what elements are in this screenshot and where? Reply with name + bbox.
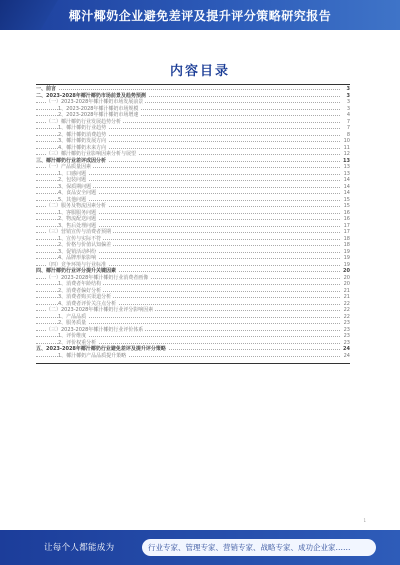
toc-entry-label: 1、消费者年龄结构 bbox=[58, 281, 102, 287]
toc-entry-page: 23 bbox=[340, 327, 350, 334]
report-header bbox=[0, 0, 400, 30]
toc-entry-page: 3 bbox=[340, 93, 350, 100]
toc-entry-page: 20 bbox=[340, 281, 350, 288]
toc-entry-page: 21 bbox=[340, 288, 350, 295]
toc-entry-page: 11 bbox=[340, 145, 350, 152]
toc-entry-page: 3 bbox=[340, 99, 350, 106]
toc-entry-label: 2、包装问题 bbox=[58, 177, 87, 183]
toc-entry-label: 1、2023-2028年椰汁椰奶市场规模 bbox=[58, 105, 139, 112]
toc-entry-page: 12 bbox=[340, 151, 350, 158]
toc-entry-page: 21 bbox=[340, 294, 350, 301]
toc-entry-page: 16 bbox=[340, 216, 350, 223]
footer-roles: 行业专家、管理专家、营销专家、战略专家、成功企业家…… bbox=[148, 543, 351, 552]
toc-entry-label: 2、评价权重分析 bbox=[58, 339, 97, 346]
toc-bottom-rule bbox=[36, 363, 350, 364]
toc-entry-page: 4 bbox=[340, 112, 350, 119]
toc-entry-label: （一）产品质量因素 bbox=[46, 164, 92, 170]
toc-entry-page: 13 bbox=[340, 171, 350, 178]
toc-entry-page: 22 bbox=[340, 301, 350, 308]
toc-entry-page: 23 bbox=[340, 333, 350, 340]
toc-entry-label: 2、2023-2028年椰汁椰奶市场增速 bbox=[58, 112, 139, 118]
toc-entry-page: 16 bbox=[340, 210, 350, 217]
toc-top-rule bbox=[36, 84, 350, 85]
toc-entry-page: 24 bbox=[340, 346, 350, 353]
toc-entry-label: 1、宣传与实际不符 bbox=[58, 235, 102, 242]
toc-entry-label: 3、椰汁椰奶发展方向 bbox=[58, 138, 107, 144]
toc-entry-page: 18 bbox=[340, 236, 350, 243]
toc-heading: 内容目录 bbox=[169, 64, 230, 79]
toc-entry-label: 三、椰汁椰奶行业差评成因分析 bbox=[36, 157, 107, 164]
toc-entry-label: 2、服务质量 bbox=[58, 320, 87, 326]
toc-entry-page: 14 bbox=[340, 190, 350, 197]
toc-entry-label: （一）2023-2028年椰汁椰奶市场发展前景 bbox=[46, 99, 144, 105]
toc-entry-label: （二）2023-2028年椰汁椰奶行业评分影响因素 bbox=[46, 307, 154, 313]
toc-entry-label: （一）2023-2028年椰汁椰奶行业消费者画像 bbox=[46, 274, 149, 281]
toc-leader-dots bbox=[36, 89, 340, 90]
toc-entry-page: 19 bbox=[340, 249, 350, 256]
page-number: 1 bbox=[363, 518, 366, 523]
toc-entry-label: 1、口感问题 bbox=[58, 170, 87, 177]
toc-entry-page: 20 bbox=[340, 275, 350, 282]
toc-entry-label: 四、椰汁椰奶行业评分提升关键因素 bbox=[36, 268, 117, 274]
toc-entry-page: 22 bbox=[340, 307, 350, 314]
toc-entry-label: 2、价格与价值认知偏差 bbox=[58, 242, 112, 248]
toc-entry-page: 22 bbox=[340, 314, 350, 321]
toc-entry-page: 20 bbox=[340, 268, 350, 275]
toc-entry-label: 4、椰汁椰奶未来方向 bbox=[58, 144, 107, 151]
footer-slogan: 让每个人都能成为 bbox=[44, 543, 115, 553]
toc-entry-page: 3 bbox=[340, 86, 350, 93]
toc-entry-label: （三）椰汁椰奶行业影响因素分析与展望 bbox=[46, 151, 137, 157]
toc-entry-page: 7 bbox=[340, 119, 350, 126]
footer-roles-banner bbox=[142, 539, 376, 556]
toc-entry-page: 7 bbox=[340, 125, 350, 132]
toc-entry-label: （二）椰汁椰奶行业发展趋势分析 bbox=[46, 118, 122, 125]
toc-entry-label: 1、产品品质 bbox=[58, 313, 87, 320]
toc-entry-page: 17 bbox=[340, 223, 350, 230]
toc-entry-label: 2、消费者偏好分析 bbox=[58, 287, 102, 294]
toc-entry-label: （四）竞争环境与行业标准 bbox=[46, 261, 107, 268]
toc-entry-label: （三）营销宣传与消费者预期 bbox=[46, 229, 112, 235]
toc-entry-label: （二）服务及物流因素分析 bbox=[46, 203, 107, 209]
toc-entry-label: （三）2023-2028年椰汁椰奶行业评价体系 bbox=[46, 326, 144, 333]
toc-entry-page: 17 bbox=[340, 229, 350, 236]
toc-entry-page: 24 bbox=[340, 353, 350, 360]
toc-entry-label: 3、消费者购买渠道分析 bbox=[58, 294, 112, 300]
toc-entry-page: 14 bbox=[340, 184, 350, 191]
toc-entry-page: 10 bbox=[340, 138, 350, 145]
toc-entry-label: 五、2023-2028年椰汁椰奶行业避免差评及提升评分策略 bbox=[36, 346, 166, 352]
toc-entry-page: 23 bbox=[340, 320, 350, 327]
toc-entry-page: 13 bbox=[340, 158, 350, 165]
toc-entry[interactable] bbox=[36, 353, 350, 360]
toc-entry-page: 14 bbox=[340, 177, 350, 184]
toc-entry-label: 1、椰汁椰奶产品品质提升策略 bbox=[58, 352, 127, 359]
toc-entry-label: 1、客服服务问题 bbox=[58, 209, 97, 216]
toc-entry-label: 4、品牌形象影响 bbox=[58, 255, 97, 261]
toc-entry-label: 2、椰汁椰奶消费趋势 bbox=[58, 131, 107, 138]
toc-entry-label: 二、2023-2028年椰汁椰奶市场前景及趋势预测 bbox=[36, 92, 146, 99]
toc-entry-label: 1、椰汁椰奶行业趋势 bbox=[58, 125, 107, 131]
toc-entry-page: 23 bbox=[340, 340, 350, 347]
report-title: 椰汁椰奶企业避免差评及提升评分策略研究报告 bbox=[68, 9, 332, 23]
toc-entry-label: 4、食品安全问题 bbox=[58, 190, 97, 196]
toc-entry-label: 1、评价维度 bbox=[58, 333, 87, 339]
toc-entry-page: 15 bbox=[340, 203, 350, 210]
toc-entry-page: 19 bbox=[340, 262, 350, 269]
toc-entry-label: 5、其他问题 bbox=[58, 196, 87, 203]
toc-entry-label: 4、消费者评价关注点分析 bbox=[58, 300, 117, 307]
toc-entry-page: 8 bbox=[340, 132, 350, 139]
toc-entry-page: 3 bbox=[340, 106, 350, 113]
toc-entry-label: 一、前言 bbox=[36, 86, 57, 92]
toc-entry-page: 18 bbox=[340, 242, 350, 249]
table-of-contents bbox=[36, 86, 350, 359]
report-footer bbox=[0, 530, 400, 565]
toc-entry-page: 13 bbox=[340, 164, 350, 171]
toc-entry-page: 19 bbox=[340, 255, 350, 262]
toc-entry-label: 3、保质期问题 bbox=[58, 183, 92, 190]
toc-entry-label: 2、物流配送问题 bbox=[58, 216, 97, 222]
toc-entry-page: 15 bbox=[340, 197, 350, 204]
toc-entry-label: 3、促销活动纠纷 bbox=[58, 248, 97, 255]
toc-entry-label: 3、售后处理问题 bbox=[58, 222, 97, 229]
